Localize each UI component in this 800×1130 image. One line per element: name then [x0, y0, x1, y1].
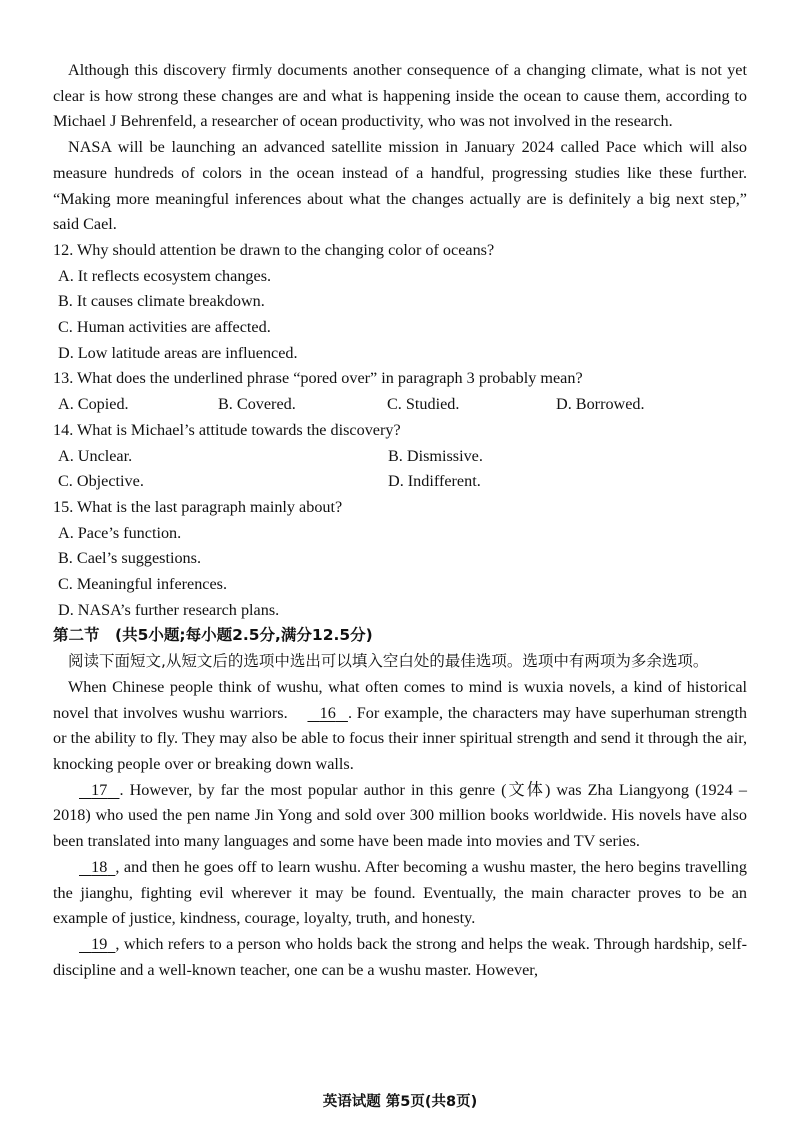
option-a: A. It reflects ecosystem changes. — [58, 266, 272, 285]
blank-number: 17 — [91, 780, 108, 799]
passage-paragraph — [53, 932, 747, 983]
question-stem: 14. What is Michael’s attitude towards the discovery? — [53, 420, 401, 439]
passage-paragraph — [53, 778, 747, 855]
passage-paragraph: NASA will be launching an advanced satellite mission in January 2024 called Pace which will also measure hundreds of colors in the ocean instead of a handful, progressing studies like these further. “Making more meaningful inferences about what the changes actually are is definitely a big next step,” said Cael. — [53, 138, 747, 234]
option-c: C. Studied. — [387, 395, 460, 414]
option-a: A. Unclear. — [58, 446, 133, 465]
question-14 — [53, 418, 747, 495]
option-b: B. It causes climate breakdown. — [58, 292, 265, 311]
section-heading: 第二节 (共5小题;每小题2.5分,满分12.5分) — [53, 626, 373, 645]
option-c: C. Meaningful inferences. — [58, 575, 228, 594]
paragraph-text: , and then he goes off to learn wushu. After becoming a wushu master, the hero begins travelling the jianghu, fighting evil wherever it may be found. Eventually, the main character proves to be an example of justice, kindness, courage, loyalty, truth, and honesty. — [53, 857, 747, 928]
blank-18 — [66, 855, 115, 881]
question-stem: 12. Why should attention be drawn to the changing color of oceans? — [53, 240, 495, 259]
options-row — [58, 469, 747, 495]
blank-16 — [292, 701, 347, 727]
question-13 — [53, 366, 747, 417]
option-d: D. Indifferent. — [388, 472, 481, 491]
options-row — [58, 444, 747, 470]
passage-paragraph: Although this discovery firmly documents another consequence of a changing climate, what is not yet clear is how strong these changes are and what is happening inside the ocean to cause them, according to Michael J Behrenfeld, a researcher of ocean productivity, who was not involved in the research. — [53, 61, 747, 131]
question-15 — [53, 495, 747, 624]
section-instructions: 阅读下面短文,从短文后的选项中选出可以填入空白处的最佳选项。选项中有两项为多余选项。 — [68, 652, 709, 671]
paragraph-text: . For example, the characters may have superhuman strength or the ability to fly. They may also be able to focus their inner spiritual strength and send it through the air, knocking people over or breaking down walls. — [53, 703, 747, 773]
option-c: C. Objective. — [58, 472, 144, 491]
passage-paragraph — [53, 675, 747, 778]
paragraph-text: When Chinese people think of wushu, what often comes to mind is wuxia novels, a kind of historical novel that involves wushu warriors. — [53, 677, 747, 722]
blank-number: 19 — [91, 934, 108, 953]
paragraph-text: . However, by far the most popular author in this genre (文体) was Zha Liangyong (1924 – 2018) who used the pen name Jin Yong and sold over 300 million books worldwide. His novels have also been translated into many languages and some have been made into movies and TV series. — [53, 780, 747, 851]
page-content — [53, 58, 747, 983]
blank-number: 18 — [91, 857, 108, 876]
blank-17 — [66, 778, 119, 804]
option-b: B. Cael’s suggestions. — [58, 549, 201, 568]
option-d: D. Low latitude areas are influenced. — [58, 343, 298, 362]
option-a: A. Pace’s function. — [58, 523, 182, 542]
option-b: B. Dismissive. — [388, 446, 483, 465]
question-stem: 13. What does the underlined phrase “pored over” in paragraph 3 probably mean? — [53, 369, 583, 388]
question-12 — [53, 238, 747, 367]
option-b: B. Covered. — [218, 395, 296, 414]
options-row — [58, 392, 747, 418]
option-d: D. NASA’s further research plans. — [58, 600, 280, 619]
passage-paragraph — [53, 855, 747, 932]
question-stem: 15. What is the last paragraph mainly about? — [53, 497, 343, 516]
option-d: D. Borrowed. — [556, 395, 645, 414]
blank-number: 16 — [319, 703, 336, 722]
paragraph-text: , which refers to a person who holds back the strong and helps the weak. Through hardship, self-discipline and a well-known teacher, one can be a wushu master. However, — [53, 934, 747, 979]
page-footer: 英语试题 第5页(共8页) — [322, 1094, 478, 1110]
option-c: C. Human activities are affected. — [58, 318, 271, 337]
blank-19 — [66, 932, 115, 958]
option-a: A. Copied. — [58, 395, 129, 414]
